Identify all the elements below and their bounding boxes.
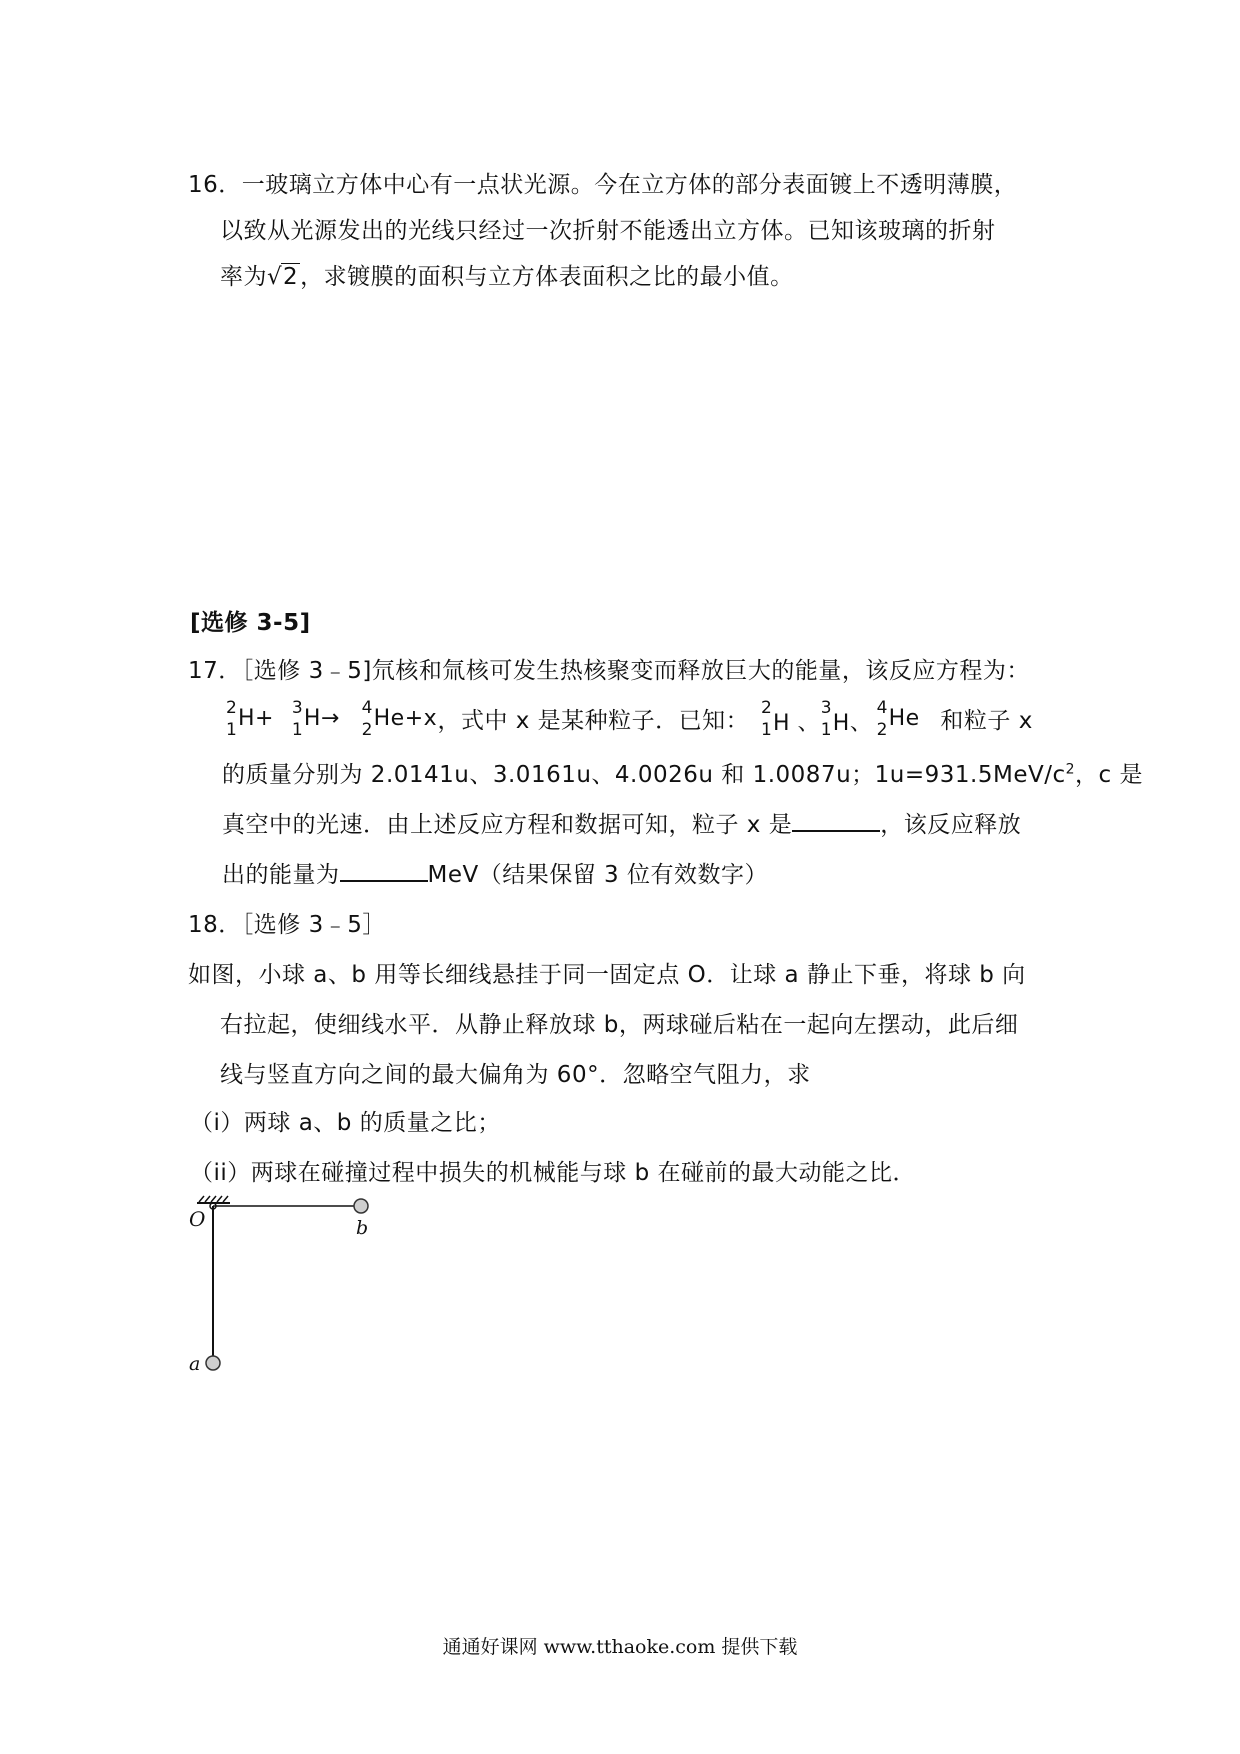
- q16-line2: 以致从光源发出的光线只经过一次折射不能透出立方体。已知该玻璃的折射: [220, 218, 996, 244]
- q16-line3-post: ，求镀膜的面积与立方体表面积之比的最小值。: [300, 264, 794, 290]
- q16-line1: 16．一玻璃立方体中心有一点状光源。今在立方体的部分表面镀上不透明薄膜，: [188, 172, 1018, 198]
- label-o: O: [189, 1207, 206, 1231]
- pendulum-figure: [185, 1192, 385, 1382]
- nuclide-h2-known: 2 1 H 、: [760, 698, 821, 740]
- superscript: 2: [1065, 761, 1076, 778]
- label-b: b: [356, 1217, 369, 1239]
- label-a: a: [189, 1353, 201, 1375]
- q18-line1: 18．［选修 3﹣5］: [188, 912, 386, 938]
- section-header: [选修 3-5]: [190, 610, 311, 636]
- ceiling-support: [197, 1196, 230, 1203]
- q16-line3-pre: 率为: [220, 264, 267, 290]
- q18-line2: 如图，小球 a、b 用等长细线悬挂于同一固定点 O．让球 a 静止下垂，将球 b 向: [188, 962, 1026, 988]
- sqrt-symbol: √ 2: [267, 264, 299, 290]
- q17-equation-line: [222, 698, 1033, 740]
- q17-line4: 真空中的光速．由上述反应方程和数据可知，粒子 x 是 ，该反应释放: [222, 812, 1022, 838]
- nuclide-h3: 3 1 H→: [291, 698, 340, 740]
- answer-blank-energy[interactable]: [340, 862, 428, 882]
- nuclide-h2: 2 1 H+: [226, 698, 274, 740]
- nuclide-he4: 4 2 He+x: [361, 698, 438, 740]
- ball-a: [206, 1356, 220, 1370]
- q17-eq-text2: 和粒子 x: [940, 708, 1033, 734]
- q18-line4: 线与竖直方向之间的最大偏角为 60°．忽略空气阻力，求: [220, 1062, 811, 1088]
- q17-line3: 的质量分别为 2.0141u、3.0161u、4.0026u 和 1.0087u；$1u=931.5MeV/c^2$，c 是: [222, 761, 1143, 788]
- nuclide-he4-known: 4 2 He: [876, 698, 920, 740]
- q16-line3: [220, 258, 794, 291]
- sqrt-radicand: 2: [283, 264, 299, 290]
- q18-line3: 右拉起，使细线水平．从静止释放球 b，两球碰后粘在一起向左摆动，此后细: [220, 1012, 1019, 1038]
- q17-line1: 17．［选修 3﹣5]氘核和氚核可发生热核聚变而释放巨大的能量，该反应方程为：: [188, 658, 1030, 684]
- ball-b: [354, 1199, 368, 1213]
- answer-blank-particle[interactable]: [792, 812, 880, 832]
- q17-eq-text1: ，式中 x 是某种粒子．已知：: [437, 708, 750, 734]
- page-footer: 通通好课网 www.tthaoke.com 提供下载: [442, 1636, 798, 1658]
- q18-part2: （ii）两球在碰撞过程中损失的机械能与球 b 在碰前的最大动能之比．: [190, 1160, 917, 1186]
- nuclide-h3-known: 3 1 H、: [820, 698, 873, 740]
- q17-line5: 出的能量为 MeV（结果保留 3 位有效数字）: [222, 862, 768, 888]
- q18-part1: （i）两球 a、b 的质量之比；: [190, 1110, 501, 1136]
